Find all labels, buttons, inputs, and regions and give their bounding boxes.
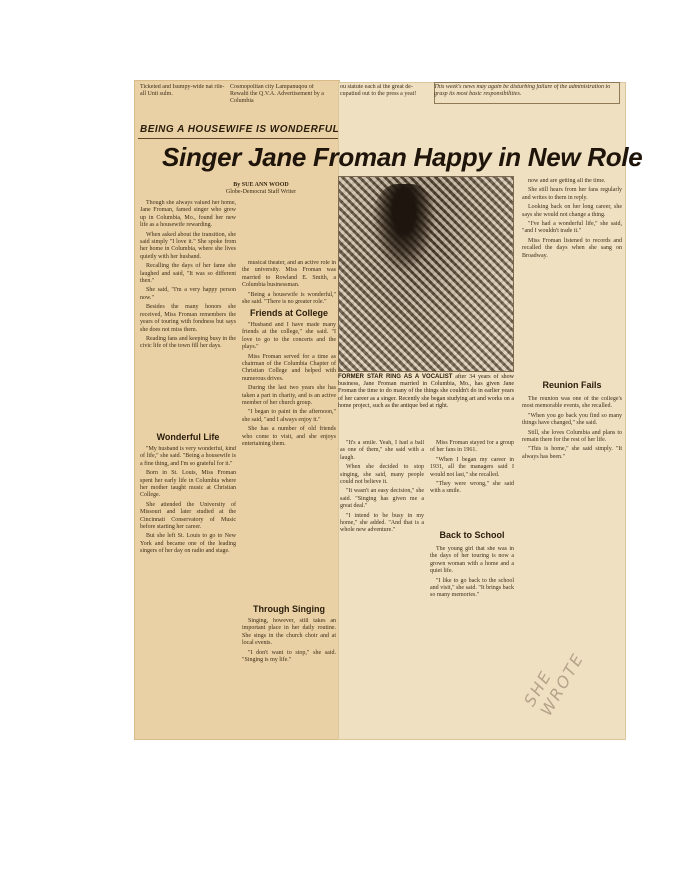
paragraph: "I've had a wonderful life," she said, "and I wouldn't trade it." bbox=[522, 221, 622, 235]
paragraph: Looking back on her long career, she says she would not change a thing. bbox=[522, 204, 622, 218]
paragraph: When asked about the transition, she said simply "I love it." She spoke from her home in Columbia, where she lives quietly with her husband. bbox=[140, 231, 236, 260]
paragraph: When she decided to stop singing, she said, many people could not believe it. bbox=[340, 464, 424, 486]
paragraph: "They were wrong," she said with a smile. bbox=[430, 481, 514, 495]
paragraph: Though she always valued her home, Jane Froman, famed singer who grew up in Columbia, Mo., found her new life as a housewife rewarding. bbox=[140, 200, 236, 229]
paragraph: Miss Froman listened to records and recalled the days when she sang on Broadway. bbox=[522, 237, 622, 259]
headline: Singer Jane Froman Happy in New Role bbox=[162, 142, 643, 172]
paragraph: Born in St. Louis, Miss Froman spent her early life in Columbia where her mother taught music at Christian College. bbox=[140, 470, 236, 499]
paragraph: But she left St. Louis to go to New York and became one of the leading singers of her day on radio and stage. bbox=[140, 533, 236, 555]
top-strip-right-text: ou statute each al the great de- cupatiud out to the press a yeat! bbox=[340, 84, 417, 97]
article-column-1 bbox=[140, 200, 236, 430]
paragraph: During the last two years she has taken a part in charity, and is an active member of her church group. bbox=[242, 385, 336, 407]
paragraph: Miss Froman served for a time as chairman of the Columbia Chapter of Christian College and helped with numerous drives. bbox=[242, 353, 336, 382]
paragraph: "When you go back you find so many things have changed," she said. bbox=[522, 412, 622, 427]
byline: By SUE ANN WOOD bbox=[233, 182, 289, 188]
article-column-2c bbox=[242, 618, 336, 736]
top-strip-box-text: This week's news may again be disturbing failure of the administration to grasp its most basic responsibilities. bbox=[434, 84, 611, 97]
paragraph: Besides the many honors she received, Miss Froman remembers the years of touring with fondness but says she does not miss them. bbox=[140, 304, 236, 333]
kicker-rule bbox=[138, 138, 338, 139]
paragraph: The young girl that she was in the days of her touring is now a grown woman with a home and a quiet life. bbox=[430, 546, 514, 575]
article-column-1b bbox=[140, 446, 236, 736]
paragraph: "Being a housewife is wonderful," she said. "There is no greater role." bbox=[242, 291, 336, 304]
kicker-line: BEING A HOUSEWIFE IS WONDERFUL bbox=[140, 124, 340, 135]
paragraph: "It wasn't an easy decision," she said. "Singing has given me a great deal." bbox=[340, 488, 424, 510]
paragraph: "I like to go back to the school and visit," she said. "It brings back so many memories." bbox=[430, 577, 514, 599]
paragraph: "Husband and I have made many friends at the college," she said. "I love to go to the concerts and the plays." bbox=[242, 322, 336, 351]
paragraph: Miss Froman stayed for a group of her fans in 1961. bbox=[430, 440, 514, 454]
top-strip bbox=[134, 80, 626, 110]
top-strip-mid-text: Cosmopolitan city Lampanuqou of Rewalti the Q.V.A. Advertisement by a Columbia bbox=[230, 84, 324, 104]
subhead-through-singing: Through Singing bbox=[253, 604, 325, 614]
subhead-reunion-fails: Reunion Fails bbox=[542, 380, 602, 390]
paragraph: "My husband is very wonderful, kind of life," she said. "Being a housewife is a fine thing, and I'm so grateful for it." bbox=[140, 446, 236, 467]
paragraph: musical theater, and an active role in the university. Miss Froman was married to Rowland E. Smith, a Columbia businessman. bbox=[242, 260, 336, 289]
subhead-friends-at-college: Friends at College bbox=[249, 308, 329, 318]
article-column-4b bbox=[430, 546, 514, 736]
photo-caption bbox=[338, 374, 514, 410]
paragraph: Singing, however, still takes an important place in her daily routine. She sings in the church choir and at local events. bbox=[242, 618, 336, 647]
caption-lead: FORMER STAR RING AS A VOCALIST bbox=[338, 374, 453, 380]
paragraph: She has a number of old friends who come to visit, and she enjoys entertaining them. bbox=[242, 426, 336, 448]
paragraph: She attended the University of Missouri and later studied at the Cincinnati Conservatory of Music before starting her career. bbox=[140, 501, 236, 531]
paragraph: "I don't want to stop," she said. "Singing is my life." bbox=[242, 649, 336, 664]
paragraph: "I intend to be busy in my home," she added. "And that is a whole new adventure." bbox=[340, 512, 424, 534]
paragraph: She said, "I'm a very happy person now." bbox=[140, 287, 236, 301]
paragraph: now and are getting all the time. bbox=[528, 178, 606, 184]
paragraph: "I began to paint in the afternoon," she said, "and I always enjoy it." bbox=[242, 409, 336, 423]
paragraph: "It's a smile. Yeah, I had a ball as one of them," she said with a laugh. bbox=[340, 440, 424, 461]
article-column-4 bbox=[430, 440, 514, 520]
top-strip-left-text: Ticketed and Isumpy-wide nat rile-all Unit sulm. bbox=[140, 84, 225, 97]
article-column-2 bbox=[242, 260, 336, 304]
subhead-wonderful-life: Wonderful Life bbox=[156, 432, 220, 442]
paragraph: Recalling the days of her fame she laughed and said, "It was so different then." bbox=[140, 263, 236, 285]
caption-text: after 34 years of show business, Jane Froman married in Columbia, Mo., has given Jane Froman the time to do many of the things she couldn't do in earlier years of her career as a singer. Recently she began studying art and works on a home project, such as the antique bed at right. bbox=[338, 374, 514, 409]
photo-figure bbox=[372, 184, 436, 274]
paragraph: "This is home," she said simply. "It always has been." bbox=[522, 446, 622, 460]
paragraph: She still hears from her fans regularly and writes to them in reply. bbox=[522, 187, 622, 201]
paragraph: The reunion was one of the college's most memorable events, she recalled. bbox=[522, 396, 622, 410]
paragraph: Still, she loves Columbia and plans to remain there for the rest of her life. bbox=[522, 429, 622, 444]
article-column-2b bbox=[242, 322, 336, 602]
article-column-3 bbox=[340, 440, 424, 736]
paragraph: Reading fans and keeping busy in the civic life of the town fill her days. bbox=[140, 335, 236, 350]
paragraph: "When I began my career in 1931, all the managers said I would not last," she recalled. bbox=[430, 456, 514, 478]
article-column-5 bbox=[522, 178, 622, 374]
subhead-back-to-school: Back to School bbox=[439, 530, 505, 540]
handwritten-signature: SHE WROTE bbox=[520, 649, 588, 719]
byline-title: Globe-Democrat Staff Writer bbox=[225, 189, 297, 195]
